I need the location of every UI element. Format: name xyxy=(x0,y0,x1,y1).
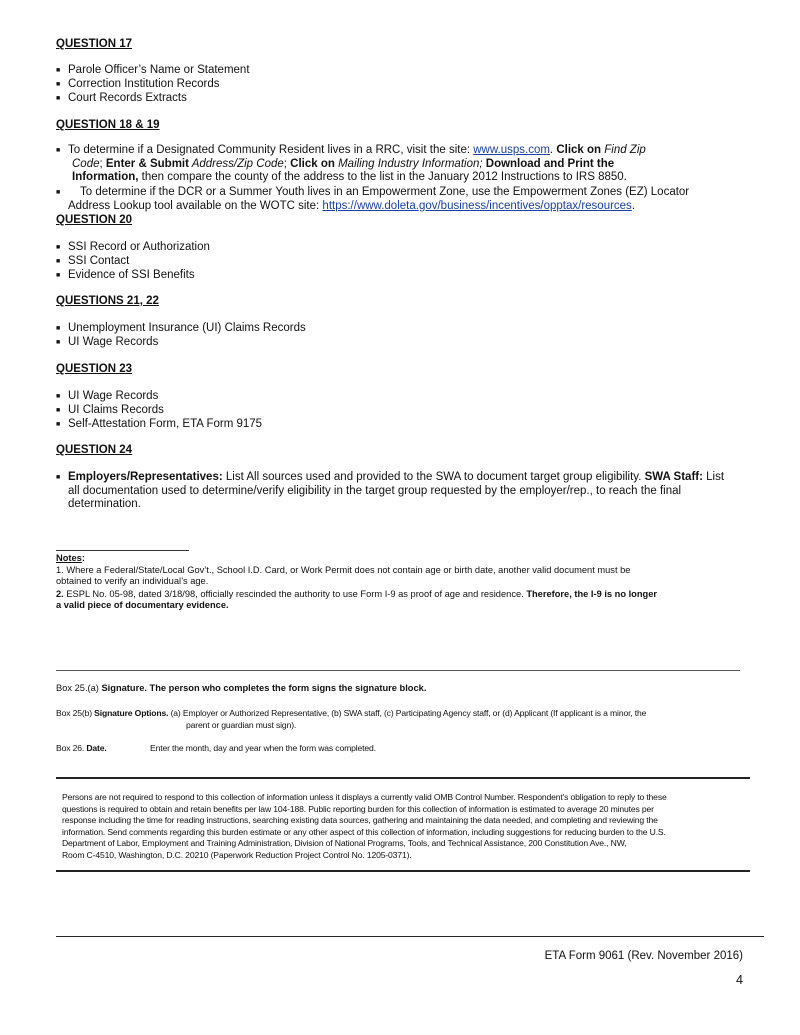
text: Click on xyxy=(556,144,602,156)
doleta-link[interactable]: https://www.doleta.gov/business/incentives/opptax/resources xyxy=(322,199,632,212)
notes-heading xyxy=(56,553,85,564)
list-item: Court Records Extracts xyxy=(68,92,187,104)
bullet-icon: ■ xyxy=(56,147,61,154)
text: Signature Options. xyxy=(94,708,169,718)
bullet-icon: ■ xyxy=(56,81,61,88)
text: Box 26. xyxy=(56,743,87,753)
list-item: Correction Institution Records xyxy=(68,78,220,90)
page-number: 4 xyxy=(736,973,743,987)
bullet-icon: ■ xyxy=(56,339,61,346)
text: then compare the county of the address to the list in the January 2012 Instructions to IRS 8850. xyxy=(138,171,627,184)
text: 1. Where a Federal/State/Local Gov’t., School I.D. Card, or Work Permit does not contain age or birth date, another valid document must be xyxy=(56,565,631,575)
text: questions is required to obtain and retain benefits per law 104-188. Public reporting burden for this collection of information is estimated to average 20 minutes per xyxy=(62,803,654,814)
list-item: Unemployment Insurance (UI) Claims Records xyxy=(68,322,306,334)
text: List xyxy=(702,471,725,483)
box-26-text: Enter the month, day and year when the form was completed. xyxy=(150,743,376,753)
text: List All sources used and provided to the SWA to document target group eligibility. xyxy=(222,471,645,483)
section-divider xyxy=(56,670,740,671)
text: Address Lookup tool available on the WOTC site: xyxy=(68,199,323,212)
text: obtained to verify an individual’s age. xyxy=(56,576,209,587)
bullet-icon: ■ xyxy=(56,95,61,102)
text: a valid piece of documentary evidence. xyxy=(56,600,229,611)
text: Click on xyxy=(290,157,335,170)
text: : xyxy=(81,553,85,563)
notes-divider xyxy=(56,550,189,551)
bullet-icon: ■ xyxy=(56,189,61,196)
question-24-heading: QUESTION 24 xyxy=(56,444,133,456)
bullet-icon: ■ xyxy=(56,474,61,481)
questions-21-22-heading: QUESTIONS 21, 22 xyxy=(56,295,159,307)
text: ; xyxy=(283,157,291,170)
question-24-item xyxy=(68,471,758,512)
note-2 xyxy=(56,589,657,612)
text: response including the time for reading instructions, searching existing data sources, gathering and maintaining the data needed, and completing and reviewing the xyxy=(62,815,658,826)
note-1 xyxy=(56,565,630,588)
list-item: UI Wage Records xyxy=(68,336,159,348)
text: Persons are not required to respond to this collection of information unless it displays a currently valid OMB Control Number. Respondent's obligation to reply to these xyxy=(62,792,667,802)
text: To determine if a Designated Community Resident lives in a RRC, visit the site: xyxy=(68,144,474,156)
text: ; xyxy=(99,157,106,170)
list-item: Evidence of SSI Benefits xyxy=(68,269,195,281)
text: To determine if the DCR or a Summer Youth lives in an Empowerment Zone, use the Empowerment Zones (EZ) Locator xyxy=(80,186,690,198)
text: (a) Employer or Authorized Representative, (b) SWA staff, (c) Participating Agency staff, or (d) Applicant (If applicant is a minor, the xyxy=(168,708,647,718)
text: Download and Print the xyxy=(482,157,615,170)
question-20-heading: QUESTION 20 xyxy=(56,214,133,226)
footer-rule xyxy=(56,936,764,937)
text: Therefore, the I-9 is no longer xyxy=(526,589,658,599)
bullet-icon: ■ xyxy=(56,393,61,400)
list-item: Self-Attestation Form, ETA Form 9175 xyxy=(68,418,263,430)
list-item: UI Wage Records xyxy=(68,390,159,402)
burden-statement xyxy=(62,792,667,862)
question-17-heading: QUESTION 17 xyxy=(56,38,133,50)
text: SWA Staff: xyxy=(644,471,703,483)
box-25b xyxy=(56,708,646,731)
text: Information, xyxy=(72,171,139,184)
text: ESPL No. 05-98, dated 3/18/98, officially rescinded the authority to use Form I-9 as proof of age and residence. xyxy=(63,589,527,599)
list-item: Parole Officer’s Name or Statement xyxy=(68,64,250,76)
text: Department of Labor, Employment and Training Administration, Division of National Programs, Tools, and Technical Assistance, 200 Constitution Ave., NW, xyxy=(62,838,627,849)
text: Employers/Representatives: xyxy=(68,471,223,483)
text: . xyxy=(549,144,557,156)
bullet-icon: ■ xyxy=(56,407,61,414)
question-18-19-item-1 xyxy=(68,144,758,185)
bullet-icon: ■ xyxy=(56,325,61,332)
text: all documentation used to determine/verify eligibility in the target group requested by the employer/rep., to reach the final xyxy=(68,484,682,497)
text: Signature. The person who completes the form signs the signature block. xyxy=(101,683,427,693)
bullet-icon: ■ xyxy=(56,258,61,265)
bullet-icon: ■ xyxy=(56,244,61,251)
text: . xyxy=(631,199,636,212)
text: Code xyxy=(72,157,100,170)
text: parent or guardian must sign). xyxy=(186,719,297,730)
usps-link[interactable]: www.usps.com xyxy=(473,144,550,156)
text: Date. xyxy=(86,743,107,753)
text: Notes xyxy=(56,553,82,563)
text: 2. xyxy=(56,589,64,599)
list-item: SSI Contact xyxy=(68,255,130,267)
text: Box 25(b) xyxy=(56,708,95,718)
question-18-19-item-2 xyxy=(68,186,690,213)
text: Box 25.(a) xyxy=(56,683,102,693)
question-18-19-heading: QUESTION 18 & 19 xyxy=(56,119,160,131)
bullet-icon: ■ xyxy=(56,272,61,279)
text: Address/Zip Code xyxy=(188,157,284,170)
text: determination. xyxy=(68,498,141,511)
bullet-icon: ■ xyxy=(56,67,61,74)
text: Enter & Submit xyxy=(105,157,189,170)
text: Room C-4510, Washington, D.C. 20210 (Paperwork Reduction Project Control No. 1205-0371). xyxy=(62,849,412,860)
burden-bottom-rule xyxy=(56,870,750,872)
text: Mailing Industry Information; xyxy=(334,157,483,170)
form-id: ETA Form 9061 (Rev. November 2016) xyxy=(544,950,743,962)
question-23-heading: QUESTION 23 xyxy=(56,363,133,375)
list-item: UI Claims Records xyxy=(68,404,164,416)
text: information. Send comments regarding this burden estimate or any other aspect of this collection of information, including suggestions for reducing burden to the U.S. xyxy=(62,826,666,837)
burden-top-rule xyxy=(56,777,750,779)
bullet-icon: ■ xyxy=(56,421,61,428)
list-item: SSI Record or Authorization xyxy=(68,241,210,253)
text: Find Zip xyxy=(601,144,646,156)
box-26 xyxy=(56,743,107,755)
box-25a xyxy=(56,683,426,694)
